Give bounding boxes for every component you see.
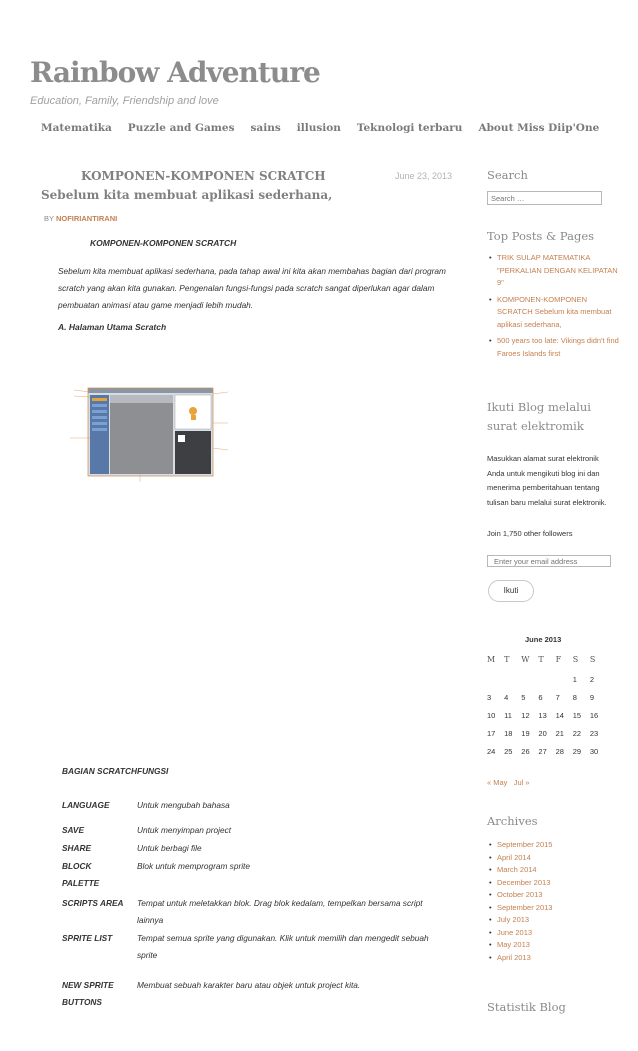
calendar-week bbox=[487, 670, 607, 688]
archive-link[interactable]: • May 2013 bbox=[497, 939, 552, 952]
table-cell-part: SAVE bbox=[62, 825, 84, 835]
nav-item-matematika[interactable]: Matematika bbox=[41, 122, 112, 134]
post-intro: Sebelum kita membuat aplikasi sederhana, pada tahap awal ini kita akan membahas bagian dari program scratch yang akan kita gunakan. Pengenalan fungsi-fungsi pada scratch sangat diperlukan agar dalam pembuatan animasi atau game menjadi lebih mudah. bbox=[58, 266, 446, 310]
calendar-day: 18 bbox=[504, 728, 513, 738]
by-label: BY bbox=[44, 214, 54, 223]
post-byline bbox=[44, 214, 117, 223]
table-cell-func: Tempat untuk meletakkan blok. Drag blok kedalam, tempelkan bersama script lainnya bbox=[137, 898, 423, 925]
table-row bbox=[62, 858, 442, 895]
search-heading: Search bbox=[487, 168, 528, 182]
calendar-day: 2 bbox=[589, 674, 595, 684]
weekday-label: W bbox=[521, 654, 530, 664]
calendar-week bbox=[487, 724, 607, 742]
weekday-label: S bbox=[589, 654, 596, 664]
calendar-day: 30 bbox=[589, 746, 599, 756]
table-cell-func: FUNGSI bbox=[137, 766, 169, 776]
calendar bbox=[487, 648, 607, 760]
calendar-day: 26 bbox=[521, 746, 530, 756]
calendar-day: 5 bbox=[521, 692, 526, 702]
table-cell-part: LANGUAGE bbox=[62, 800, 110, 810]
calendar-day: 11 bbox=[504, 710, 512, 720]
weekday-label: F bbox=[555, 654, 562, 664]
calendar-day: 28 bbox=[555, 746, 564, 756]
table-cell-func: Membuat sebuah karakter baru atau objek untuk project kita. bbox=[137, 980, 361, 990]
nav-item-sains[interactable]: sains bbox=[250, 122, 281, 134]
calendar-day: 9 bbox=[589, 692, 595, 702]
calendar-weekdays bbox=[487, 648, 607, 670]
calendar-day: 21 bbox=[555, 728, 564, 738]
table-cell-func: Tempat semua sprite yang digunakan. Klik untuk memilih dan mengedit sebuah sprite bbox=[137, 933, 429, 960]
calendar-day: 7 bbox=[555, 692, 560, 702]
calendar-day: 15 bbox=[572, 710, 582, 720]
top-post-link[interactable]: • TRIK SULAP MATEMATIKA "PERKALIAN DENGAN KELIPATAN 9" bbox=[497, 252, 619, 290]
post-heading: KOMPONEN-KOMPONEN SCRATCH bbox=[90, 238, 237, 248]
calendar-day: 10 bbox=[487, 710, 496, 720]
table-row bbox=[62, 763, 442, 797]
main-nav bbox=[41, 122, 615, 134]
nav-item-puzzle-games[interactable]: Puzzle and Games bbox=[127, 122, 235, 134]
archive-link[interactable]: • July 2013 bbox=[497, 914, 552, 927]
table-cell-func: Blok untuk memprogram sprite bbox=[137, 861, 250, 871]
author-link[interactable]: NOFIRIANTIRANI bbox=[55, 214, 118, 223]
archive-link[interactable]: • September 2015 bbox=[497, 839, 552, 852]
calendar-day: 8 bbox=[572, 692, 577, 702]
top-post-link[interactable]: • KOMPONEN-KOMPONEN SCRATCH Sebelum kita membuat aplikasi sederhana, bbox=[497, 294, 619, 332]
calendar-day bbox=[504, 670, 521, 688]
follow-description: Masukkan alamat surat elektronik Anda untuk mengikuti blog ini dan menerima pemberitahuan tentang tulisan baru melalui surat elektronik. bbox=[487, 454, 607, 507]
email-input[interactable] bbox=[487, 555, 611, 567]
weekday-label: T bbox=[504, 654, 510, 664]
post-date[interactable]: June 23, 2013 bbox=[395, 171, 453, 181]
scratch-parts-table bbox=[62, 763, 442, 1011]
table-row bbox=[62, 822, 442, 840]
archive-link[interactable]: • April 2014 bbox=[497, 852, 552, 865]
follow-heading: Ikuti Blog melalui surat elektromik bbox=[487, 400, 591, 433]
table-cell-part: SHARE bbox=[62, 843, 92, 853]
scratch-screenshot-illustration bbox=[60, 378, 250, 488]
table-cell-func: Untuk menyimpan project bbox=[137, 825, 232, 835]
calendar-day: 6 bbox=[538, 692, 543, 702]
calendar-day: 16 bbox=[589, 710, 599, 720]
nav-item-teknologi[interactable]: Teknologi terbaru bbox=[356, 122, 463, 134]
calendar-day bbox=[487, 670, 504, 688]
table-row bbox=[62, 930, 442, 977]
calendar-week bbox=[487, 706, 607, 724]
post-title[interactable]: KOMPONEN-KOMPONEN SCRATCH Sebelum kita membuat aplikasi sederhana, bbox=[41, 169, 333, 202]
archive-link[interactable]: • April 2013 bbox=[497, 952, 552, 965]
top-post-link[interactable]: • 500 years too late: Vikings didn't find Faroes Islands first bbox=[497, 335, 619, 360]
weekday-label: M bbox=[487, 654, 496, 664]
archive-link[interactable]: • September 2013 bbox=[497, 902, 552, 915]
section-heading-a: A. Halaman Utama Scratch bbox=[58, 322, 167, 332]
table-row bbox=[62, 895, 442, 930]
calendar-day: 23 bbox=[589, 728, 599, 738]
calendar-day: 13 bbox=[538, 710, 547, 720]
archive-link[interactable]: • June 2013 bbox=[497, 927, 552, 940]
calendar-day: 22 bbox=[572, 728, 582, 738]
calendar-day: 29 bbox=[572, 746, 582, 756]
calendar-day: 4 bbox=[504, 692, 509, 702]
table-cell-part: NEW SPRITE BUTTONS bbox=[62, 980, 114, 1007]
site-title[interactable]: Rainbow Adventure bbox=[30, 56, 320, 89]
search-input[interactable] bbox=[487, 191, 602, 205]
calendar-day bbox=[538, 670, 555, 688]
nav-item-illusion[interactable]: illusion bbox=[296, 122, 341, 134]
table-cell-part: BAGIAN SCRATCH bbox=[62, 766, 137, 776]
archives-list bbox=[497, 839, 552, 964]
table-cell-part: SPRITE LIST bbox=[62, 933, 113, 943]
calendar-day: 1 bbox=[572, 674, 577, 684]
weekday-label: S bbox=[572, 654, 579, 664]
table-row bbox=[62, 797, 442, 822]
scratch-interface-image bbox=[60, 378, 250, 488]
weekday-label: T bbox=[538, 654, 544, 664]
archive-link[interactable]: • March 2014 bbox=[497, 864, 552, 877]
nav-item-about[interactable]: About Miss Diip'One bbox=[478, 122, 600, 134]
followers-count: Join 1,750 other followers bbox=[487, 529, 573, 538]
table-cell-func: Untuk mengubah bahasa bbox=[137, 800, 230, 810]
site-description: Education, Family, Friendship and love bbox=[30, 95, 219, 107]
calendar-week bbox=[487, 688, 607, 706]
calendar-day: 3 bbox=[487, 692, 492, 702]
calendar-week bbox=[487, 742, 607, 760]
archive-link[interactable]: • December 2013 bbox=[497, 877, 552, 890]
calendar-day: 25 bbox=[504, 746, 513, 756]
table-row bbox=[62, 977, 442, 1011]
calendar-prev-link[interactable]: « May bbox=[487, 778, 508, 787]
table-row bbox=[62, 840, 442, 858]
follow-button[interactable]: Ikuti bbox=[488, 580, 534, 602]
calendar-day: 27 bbox=[538, 746, 547, 756]
table-cell-func: Untuk berbagi file bbox=[137, 843, 202, 853]
calendar-day: 12 bbox=[521, 710, 530, 720]
stats-heading: Statistik Blog bbox=[487, 1000, 566, 1014]
calendar-day: 24 bbox=[487, 746, 496, 756]
calendar-day: 14 bbox=[555, 710, 564, 720]
table-cell-part: SCRIPTS AREA bbox=[62, 898, 124, 908]
calendar-day bbox=[521, 670, 538, 688]
archive-link[interactable]: • October 2013 bbox=[497, 889, 552, 902]
top-posts-list bbox=[497, 252, 619, 360]
calendar-caption: June 2013 bbox=[525, 635, 562, 644]
top-posts-heading: Top Posts & Pages bbox=[487, 229, 595, 243]
calendar-day: 20 bbox=[538, 728, 547, 738]
calendar-body bbox=[487, 670, 607, 760]
calendar-day bbox=[556, 670, 573, 688]
calendar-nav bbox=[487, 778, 530, 787]
archives-heading: Archives bbox=[487, 814, 538, 828]
calendar-day: 19 bbox=[521, 728, 530, 738]
calendar-next-link[interactable]: Jul » bbox=[513, 778, 530, 787]
calendar-day: 17 bbox=[487, 728, 496, 738]
table-cell-part: BLOCK PALETTE bbox=[62, 861, 100, 888]
